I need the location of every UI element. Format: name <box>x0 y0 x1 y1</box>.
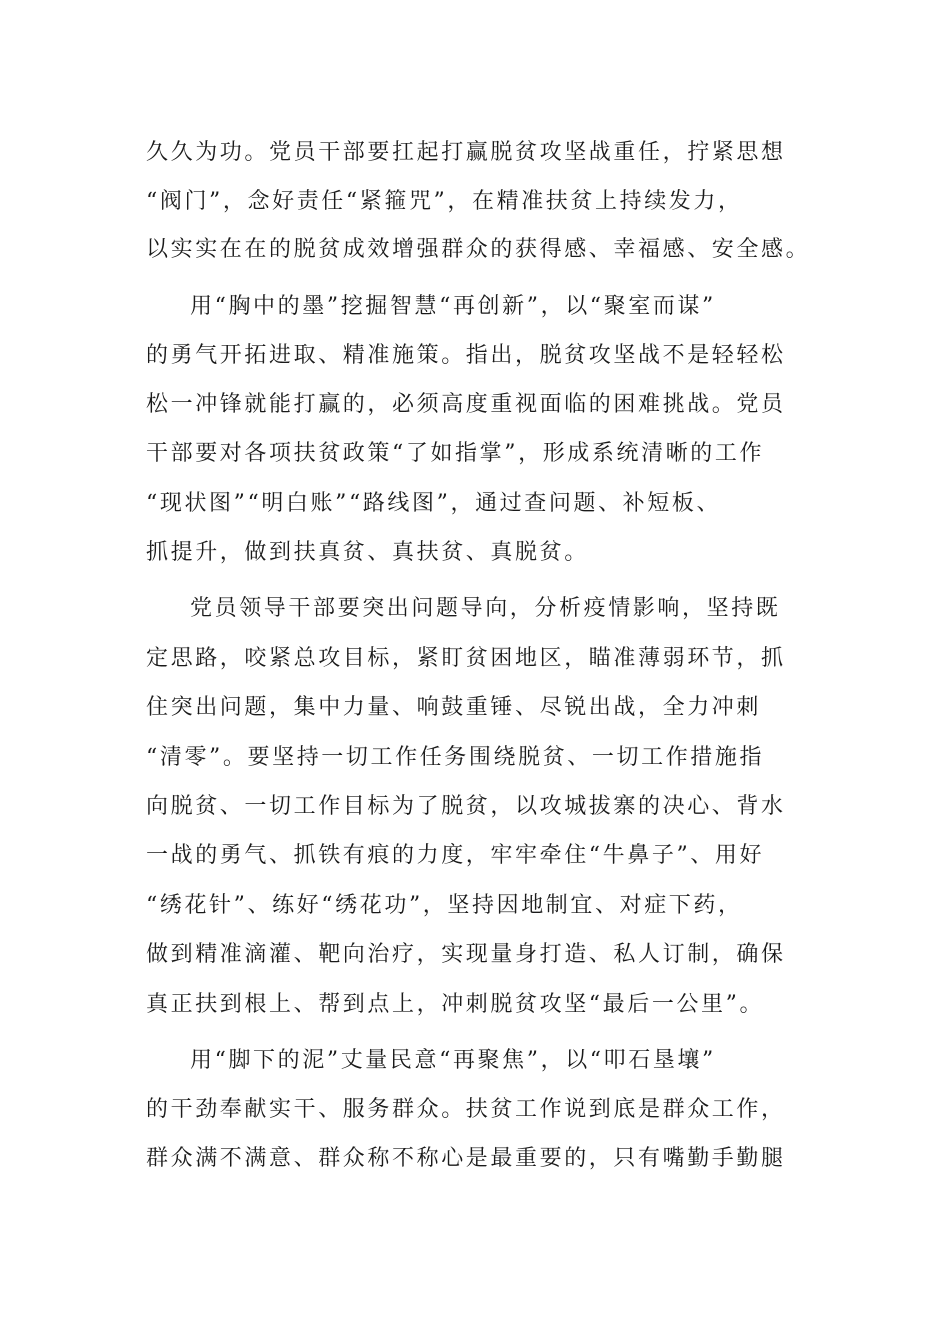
text-line: 的干劲奉献实干、服务群众。扶贫工作说到底是群众工作， <box>146 1097 786 1122</box>
text-line: 群众满不满意、群众称不称心是最重要的，只有嘴勤手勤腿 <box>146 1146 786 1171</box>
text-line: 的勇气开拓进取、精准施策。指出，脱贫攻坚战不是轻轻松 <box>146 343 786 368</box>
text-line: 抓提升，做到扶真贫、真扶贫、真脱贫。 <box>146 540 589 565</box>
text-line: 做到精准滴灌、靶向治疗，实现量身打造、私人订制，确保 <box>146 942 786 967</box>
text-line: 以实实在在的脱贫成效增强群众的获得感、幸福感、安全感。 <box>146 237 811 262</box>
text-line: 一战的勇气、抓铁有痕的力度，牢牢牵住“牛鼻子”、用好 <box>146 843 765 868</box>
text-line: “绣花针”、练好“绣花功”，坚持因地制宜、对症下药， <box>146 893 743 918</box>
text-line: “阀门”，念好责任“紧箍咒”，在精准扶贫上持续发力， <box>146 189 743 214</box>
text-line: 住突出问题，集中力量、响鼓重锤、尽锐出战，全力冲刺 <box>146 695 762 720</box>
paragraph-first-line: 党员领导干部要突出问题导向，分析疫情影响，坚持既 <box>190 596 781 621</box>
text-line: “清零”。要坚持一切工作任务围绕脱贫、一切工作措施指 <box>146 745 765 770</box>
text-line: 向脱贫、一切工作目标为了脱贫，以攻城拔寨的决心、背水 <box>146 794 786 819</box>
text-line: “现状图”“明白账”“路线图”，通过查问题、补短板、 <box>146 491 722 516</box>
text-line: 定思路，咬紧总攻目标，紧盯贫困地区，瞄准薄弱环节，抓 <box>146 646 786 671</box>
paragraph-first-line: 用“胸中的墨”挖掘智慧“再创新”，以“聚室而谋” <box>190 294 716 319</box>
text-line: 干部要对各项扶贫政策“了如指掌”，形成系统清晰的工作 <box>146 441 765 466</box>
text-line: 真正扶到根上、帮到点上，冲刺脱贫攻坚“最后一公里”。 <box>146 992 765 1017</box>
text-line: 松一冲锋就能打赢的，必须高度重视面临的困难挑战。党员 <box>146 392 786 417</box>
paragraph-first-line: 用“脚下的泥”丈量民意“再聚焦”，以“叩石垦壤” <box>190 1048 716 1073</box>
text-line: 久久为功。党员干部要扛起打赢脱贫攻坚战重任，拧紧思想 <box>146 140 786 165</box>
